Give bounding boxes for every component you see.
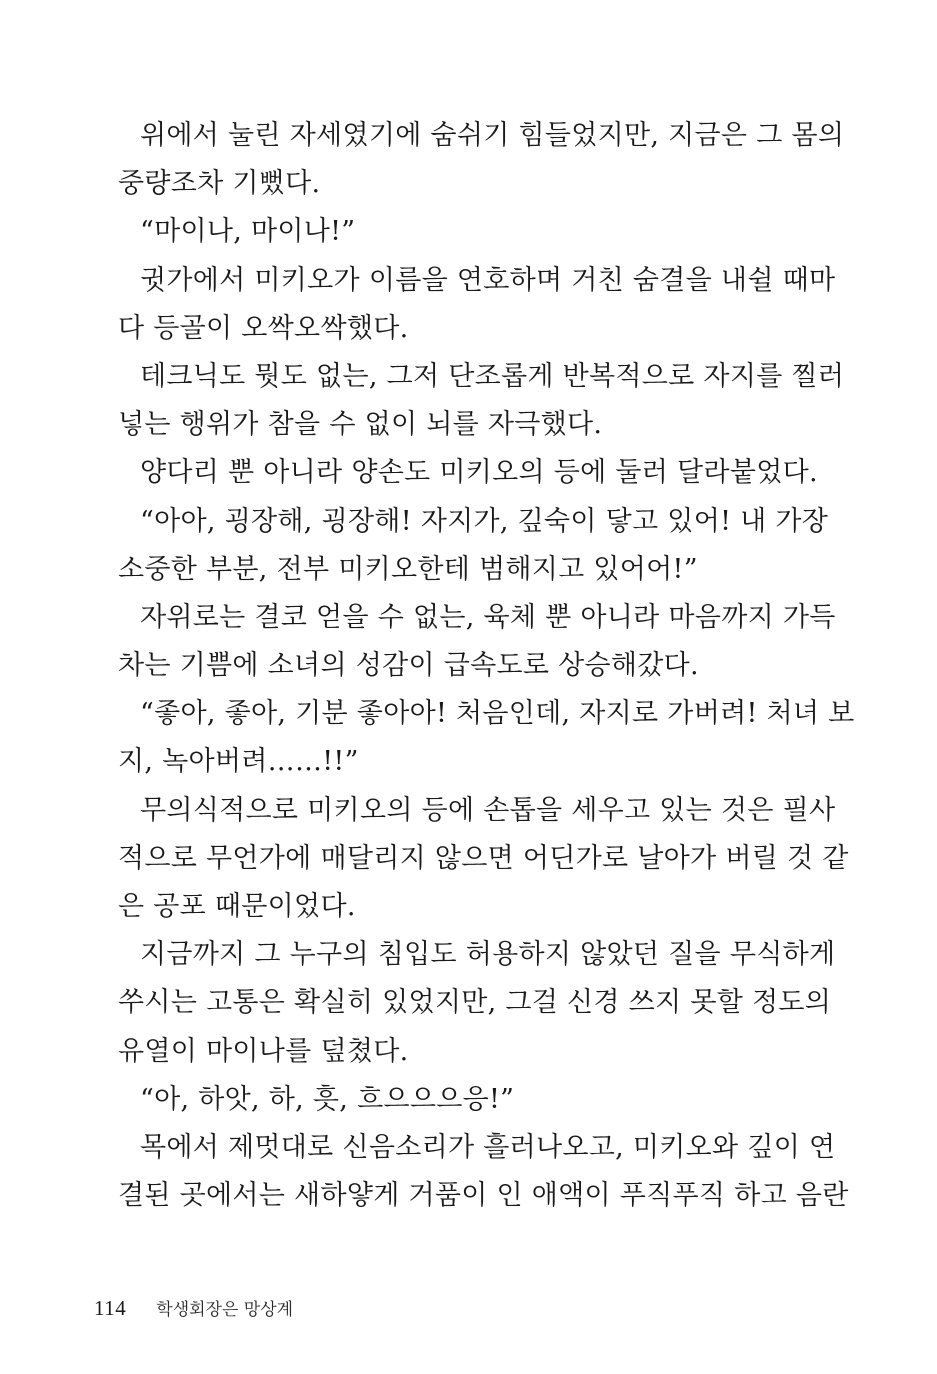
text-line: 중량조차 기뻤다.: [118, 168, 321, 200]
text-line: 다 등골이 오싹오싹했다.: [118, 312, 409, 344]
text-line: 소중한 부분, 전부 미키오한테 범해지고 있어어!”: [118, 553, 698, 585]
page-footer: [94, 1293, 293, 1323]
text-line: 은 공포 때문이었다.: [118, 891, 356, 922]
text-line: 지금까지 그 누구의 침입도 허용하지 않았던 질을 무식하게: [140, 939, 836, 971]
text-line: 지, 녹아버려……!!”: [118, 746, 359, 778]
text-line: 쑤시는 고통은 확실히 있었지만, 그걸 신경 쓰지 못할 정도의: [118, 987, 832, 1019]
text-line: “좋아, 좋아, 기분 좋아아! 처음인데, 자지로 가버려! 처녀 보: [140, 698, 855, 730]
text-line: “아아, 굉장해, 굉장해! 자지가, 깊숙이 닿고 있어! 내 가장: [140, 505, 829, 537]
text-line: 위에서 눌린 자세였기에 숨쉬기 힘들었지만, 지금은 그 몸의: [140, 120, 845, 151]
text-line: 차는 기쁨에 소녀의 성감이 급속도로 상승해갔다.: [118, 650, 699, 682]
text-line: 귓가에서 미키오가 이름을 연호하며 거친 숨결을 내쉴 때마: [140, 264, 836, 296]
text-line: 테크닉도 뭣도 없는, 그저 단조롭게 반복적으로 자지를 찔러: [140, 360, 845, 392]
text-line: 양다리 뿐 아니라 양손도 미키오의 등에 둘러 달라붙었다.: [140, 457, 818, 489]
running-title: 학생회장은 망상계: [156, 1300, 294, 1320]
body-text: [118, 112, 855, 1220]
text-line: 넣는 행위가 참을 수 없이 뇌를 자극했다.: [118, 409, 603, 441]
page-number: 114: [94, 1296, 127, 1320]
text-line: 목에서 제멋대로 신음소리가 흘러나오고, 미키오와 깊이 연: [140, 1131, 836, 1163]
text-line: 적으로 무언가에 매달리지 않으면 어딘가로 날아가 버릴 것 같: [118, 842, 849, 874]
text-line: 자위로는 결코 얻을 수 없는, 육체 뿐 아니라 마음까지 가득: [140, 601, 836, 633]
text-line: 유열이 마이나를 덮쳤다.: [118, 1035, 409, 1067]
text-line: “아, 하앗, 하, 흣, 흐으으으응!”: [140, 1083, 515, 1115]
text-line: 무의식적으로 미키오의 등에 손톱을 세우고 있는 것은 필사: [140, 794, 836, 826]
text-line: 결된 곳에서는 새하얗게 거품이 인 애액이 푸직푸직 하고 음란: [118, 1180, 849, 1212]
text-line: “마이나, 마이나!”: [140, 216, 356, 248]
